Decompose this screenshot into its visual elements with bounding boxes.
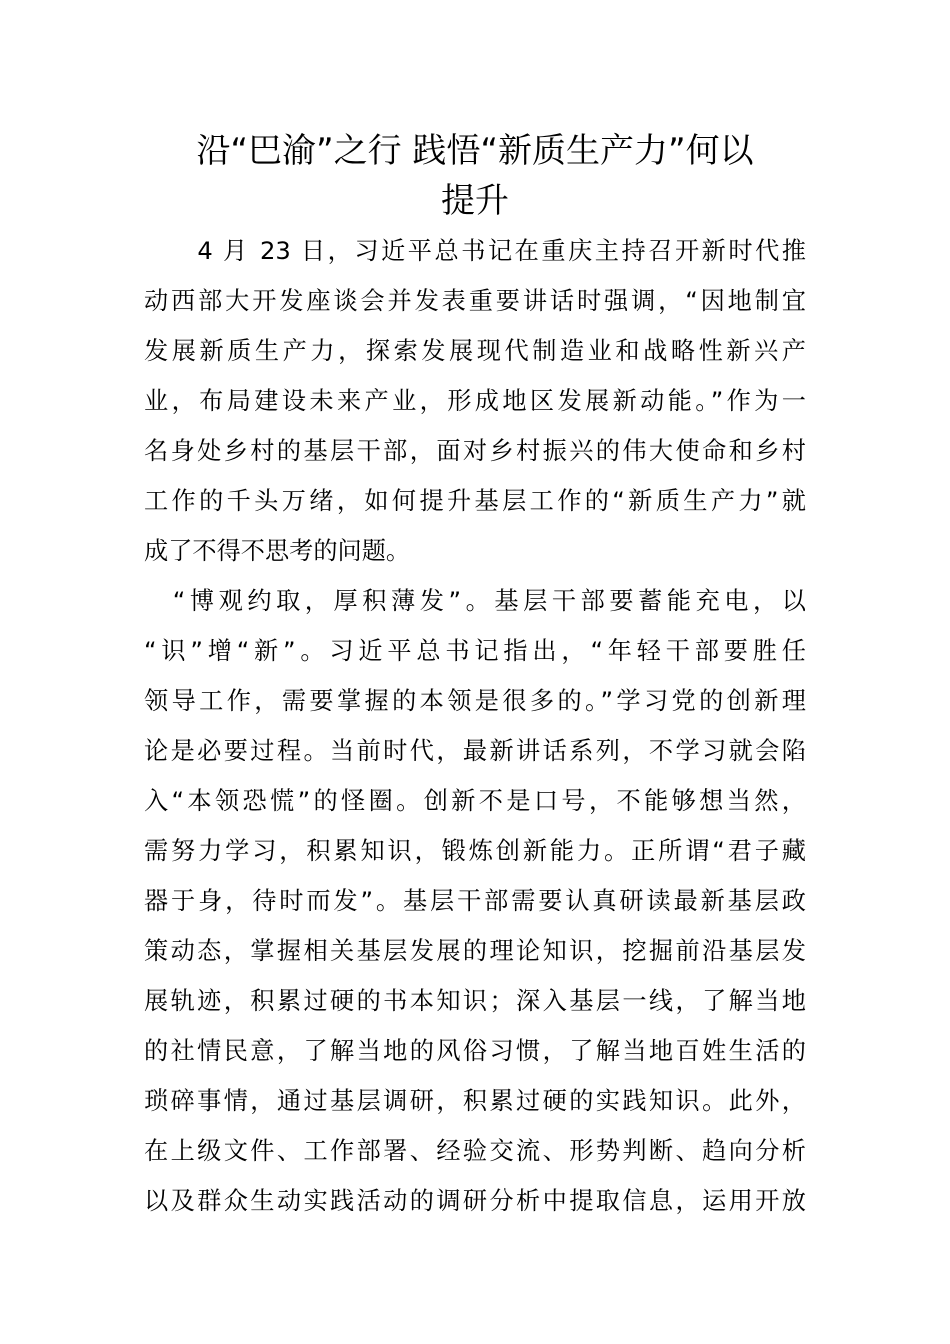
text-line: 的社情民意，了解当地的风俗习惯，了解当地百姓生活的 [144,1037,806,1065]
text-line: 入“本领恐慌”的怪圈。创新不是口号，不能够想当然， [144,787,806,815]
paragraph-1 [144,226,806,576]
text-line: 器于身，待时而发”。基层干部需要认真研读最新基层政 [144,887,806,915]
paragraph-2 [144,576,806,1226]
text-line: 成了不得不思考的问题。 [144,537,411,565]
text-line: 需努力学习，积累知识，锻炼创新能力。正所谓“君子藏 [144,837,806,865]
text-line: “识”增“新”。习近平总书记指出，“年轻干部要胜任 [144,637,806,665]
text-line: 名身处乡村的基层干部，面对乡村振兴的伟大使命和乡村 [144,437,806,465]
text-line: 4 月 23 日，习近平总书记在重庆主持召开新时代推 [144,237,806,265]
document-title [140,126,810,226]
title-line: 提升 [441,181,509,221]
text-line: 策动态，掌握相关基层发展的理论知识，挖掘前沿基层发 [144,937,806,965]
text-line: 发展新质生产力，探索发展现代制造业和战略性新兴产 [144,337,806,365]
text-line: 琐碎事情，通过基层调研，积累过硬的实践知识。此外， [144,1087,806,1115]
text-line: 领导工作，需要掌握的本领是很多的。”学习党的创新理 [144,687,806,715]
text-line: 在上级文件、工作部署、经验交流、形势判断、趋向分析 [144,1137,806,1165]
title-line: 沿“巴渝”之行 践悟“新质生产力”何以 [196,131,754,171]
document-body [144,226,806,1226]
text-line: 展轨迹，积累过硬的书本知识；深入基层一线，了解当地 [144,987,806,1015]
text-line: “博观约取，厚积薄发”。基层干部要蓄能充电，以 [144,587,806,615]
text-line: 以及群众生动实践活动的调研分析中提取信息，运用开放 [144,1187,806,1215]
text-line: 工作的千头万绪，如何提升基层工作的“新质生产力”就 [144,487,806,515]
text-line: 动西部大开发座谈会并发表重要讲话时强调，“因地制宜 [144,287,806,315]
text-line: 业，布局建设未来产业，形成地区发展新动能。”作为一 [144,387,806,415]
text-line: 论是必要过程。当前时代，最新讲话系列，不学习就会陷 [144,737,806,765]
